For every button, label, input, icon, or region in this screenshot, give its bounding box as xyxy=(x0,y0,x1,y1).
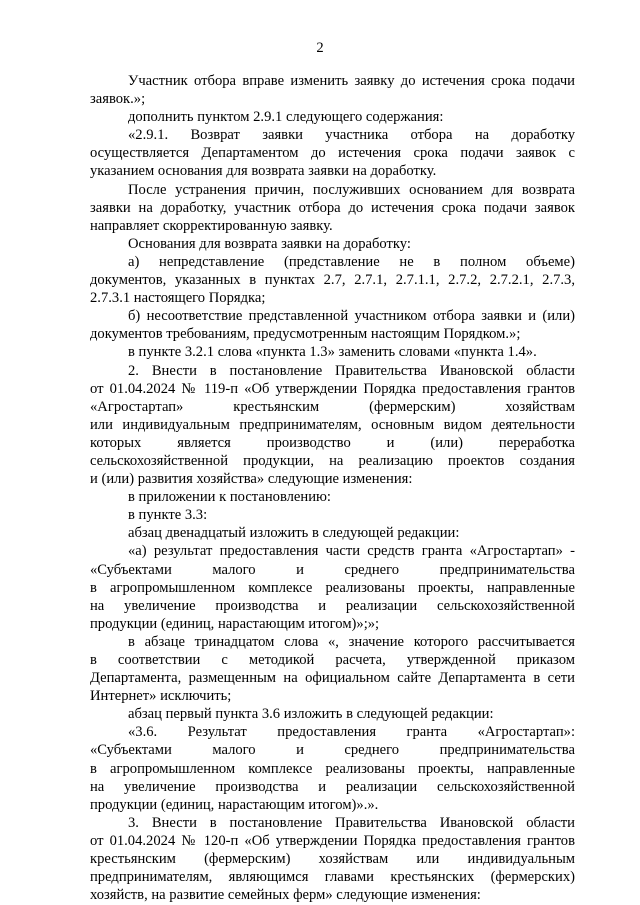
page-number: 2 xyxy=(316,40,324,56)
text-line: в приложении к постановлению: xyxy=(128,489,331,506)
text-line: Участник отбора вправе изменить заявку до истечения срока подачи xyxy=(128,73,575,89)
text-line: «Субъектами малого и среднего предпринимательства xyxy=(90,561,575,578)
text-line: сельскохозяйственной продукции, на реализацию проектов создания xyxy=(90,452,575,469)
text-line: в соответствии с методикой расчета, утвержденной приказом xyxy=(90,652,575,668)
text-line: заявки на доработку, участник отбора до истечения срока подачи заявок xyxy=(90,199,575,216)
text-line: в пункте 3.2.1 слова «пункта 1.3» заменить словами «пункта 1.4». xyxy=(128,344,537,361)
text-line: в агропромышленном комплексе реализованы проекты, направленные xyxy=(90,579,575,596)
text-line: или индивидуальным предпринимателям, основным видом деятельности xyxy=(90,416,575,433)
text-line: на увеличение производства и реализации сельскохозяйственной xyxy=(90,597,575,614)
text-line: направляет скорректированную заявку. xyxy=(90,217,333,234)
text-line: После устранения причин, послуживших основанием для возврата xyxy=(128,181,575,198)
text-line: на увеличение производства и реализации сельскохозяйственной xyxy=(90,778,575,795)
text-line: хозяйств, на развитие семейных ферм» следующие изменения: xyxy=(90,887,481,904)
text-line: заявок.»; xyxy=(90,91,146,108)
text-line: предпринимателям, являющимся главами крестьянских (фермерских) xyxy=(90,869,575,886)
text-line: абзац двенадцатый изложить в следующей редакции: xyxy=(128,525,460,542)
text-line: и (или) развития хозяйства» следующие изменения: xyxy=(90,471,413,488)
text-line: Интернет» исключить; xyxy=(90,688,232,705)
text-line: осуществляется Департаментом до истечения срока подачи заявок с xyxy=(90,145,575,162)
text-line: 2. Внести в постановление Правительства Ивановской области xyxy=(128,362,575,379)
text-line: от 01.04.2024 № 119-п «Об утверждении Порядка предоставления грантов xyxy=(90,380,575,397)
text-line: «Агростартап» крестьянским (фермерским) хозяйствам xyxy=(90,398,575,415)
text-line: «а) результат предоставления части средств гранта «Агростартап» - xyxy=(128,543,575,560)
text-line: дополнить пунктом 2.9.1 следующего содержания: xyxy=(128,109,444,126)
text-line: документов требованиям, предусмотренным настоящим Порядком.»; xyxy=(90,326,521,343)
text-line: Департамента, размещенным на официальном сайте Департамента в сети xyxy=(90,670,575,687)
text-line: в агропромышленном комплексе реализованы проекты, направленные xyxy=(90,760,575,777)
text-line: а) непредставление (представление не в полном объеме) xyxy=(128,253,575,270)
text-line: продукции (единиц, нарастающим итогом)».». xyxy=(90,796,379,813)
text-line: 3. Внести в постановление Правительства Ивановской области xyxy=(128,814,575,831)
text-line: указанием основания для возврата заявки на доработку. xyxy=(90,163,437,180)
text-line: б) несоответствие представленной участником отбора заявки и (или) xyxy=(128,308,575,325)
text-line: Основания для возврата заявки на доработку: xyxy=(128,235,411,252)
text-line: «2.9.1. Возврат заявки участника отбора на доработку xyxy=(128,127,575,144)
text-line: «Субъектами малого и среднего предпринимательства xyxy=(90,742,575,759)
document-body xyxy=(90,72,575,904)
text-line: крестьянским (фермерским) хозяйствам или индивидуальным xyxy=(90,851,575,868)
text-line: документов, указанных в пунктах 2.7, 2.7.1, 2.7.1.1, 2.7.2, 2.7.2.1, 2.7.3, xyxy=(90,272,575,289)
text-line: от 01.04.2024 № 120-п «Об утверждении Порядка предоставления грантов xyxy=(90,832,575,849)
text-line: которых является производство и (или) переработка xyxy=(90,434,575,451)
text-line: в абзаце тринадцатом слова «, значение которого рассчитывается xyxy=(128,633,575,650)
text-line: продукции (единиц, нарастающим итогом)»;»; xyxy=(90,615,380,632)
text-line: в пункте 3.3: xyxy=(128,507,208,524)
text-line: 2.7.3.1 настоящего Порядка; xyxy=(90,290,266,307)
text-line: «3.6. Результат предоставления гранта «Агростартап»: xyxy=(128,724,575,741)
text-line: абзац первый пункта 3.6 изложить в следующей редакции: xyxy=(128,706,494,723)
